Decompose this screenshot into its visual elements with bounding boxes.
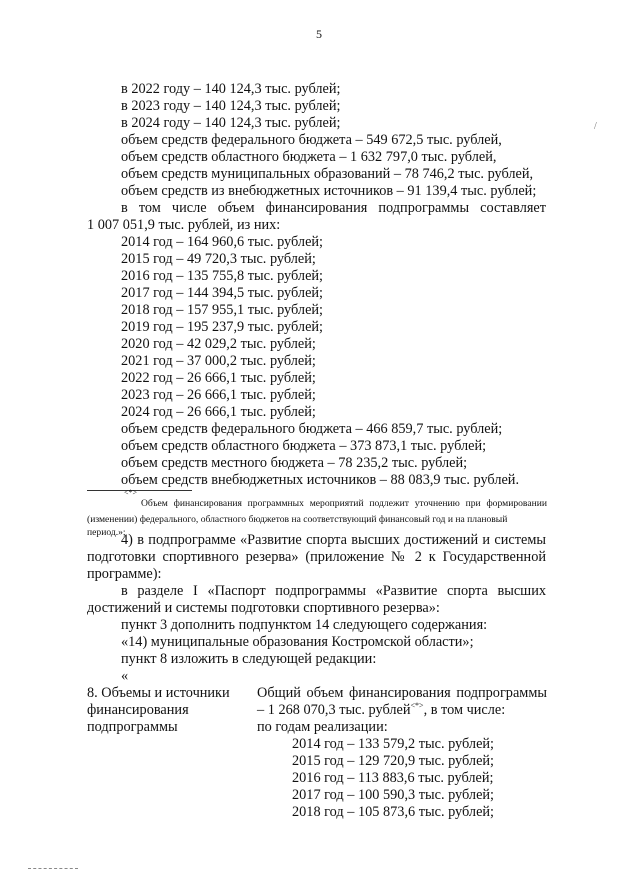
year-line: 2024 год – 26 666,1 тыс. рублей; (121, 404, 316, 420)
year-line: 2022 год – 26 666,1 тыс. рублей; (121, 370, 316, 386)
funding-line: в 2023 году – 140 124,3 тыс. рублей; (121, 98, 341, 114)
footnote-ref: <*> (410, 701, 424, 710)
funding-line: объем средств федерального бюджета – 549 672,5 тыс. рублей, (121, 132, 502, 148)
footnote-text: (изменении) федерального, областного бюджетов на соответствующий финансовый год и на плановый период.»; (87, 514, 508, 538)
funding-line: объем средств областного бюджета – 1 632 797,0 тыс. рублей, (121, 149, 497, 165)
table-left-cell: подпрограммы (87, 719, 178, 735)
table-right-cell: по годам реализации: (257, 719, 388, 735)
year-line: 2021 год – 37 000,2 тыс. рублей; (121, 353, 316, 369)
budget-line: объем средств федерального бюджета – 466 859,7 тыс. рублей; (121, 421, 503, 437)
year-line: 2019 год – 195 237,9 тыс. рублей; (121, 319, 324, 335)
scan-artifact-line (28, 868, 78, 869)
total-amount: – 1 268 070,3 тыс. рублей (257, 702, 411, 718)
table-left-cell: 8. Объемы и источники (87, 685, 230, 701)
footnote-text: Объем финансирования программных мероприятий подлежит уточнению при формировании (141, 498, 547, 509)
year-line: 2017 год – 144 394,5 тыс. рублей; (121, 285, 324, 301)
footnote-mark: <*> (124, 488, 138, 497)
table-year-line: 2017 год – 100 590,3 тыс. рублей; (292, 787, 495, 803)
table-left-cell: финансирования (87, 702, 189, 718)
table-year-line: 2016 год – 113 883,6 тыс. рублей; (292, 770, 494, 786)
funding-line: в 2024 году – 140 124,3 тыс. рублей; (121, 115, 341, 131)
table-year-line: 2018 год – 105 873,6 тыс. рублей; (292, 804, 495, 820)
year-line: 2016 год – 135 755,8 тыс. рублей; (121, 268, 324, 284)
table-year-line: 2015 год – 129 720,9 тыс. рублей; (292, 753, 495, 769)
total-amount-suffix: , в том числе: (423, 702, 506, 718)
subpoint-14-line: «14) муниципальные образования Костромской области»; (121, 634, 474, 650)
year-line: 2018 год – 157 955,1 тыс. рублей; (121, 302, 324, 318)
table-right-cell (257, 702, 505, 719)
budget-line: объем средств внебюджетных источников – 88 083,9 тыс. рублей. (121, 472, 520, 488)
section-1-line: достижений и системы подготовки спортивного резерва»: (87, 600, 440, 616)
page-number: 5 (316, 27, 322, 41)
funding-line: объем средств из внебюджетных источников – 91 139,4 тыс. рублей; (121, 183, 537, 199)
year-line: 2020 год – 42 029,2 тыс. рублей; (121, 336, 316, 352)
year-line: 2015 год – 49 720,3 тыс. рублей; (121, 251, 316, 267)
funding-line: объем средств муниципальных образований – 78 746,2 тыс. рублей, (121, 166, 534, 182)
point-3-line: пункт 3 дополнить подпунктом 14 следующего содержания: (121, 617, 488, 633)
budget-line: объем средств местного бюджета – 78 235,2 тыс. рублей; (121, 455, 468, 471)
table-year-line: 2014 год – 133 579,2 тыс. рублей; (292, 736, 495, 752)
subprogram-total-line: в том числе объем финансирования подпрограммы составляет (121, 200, 546, 216)
budget-line: объем средств областного бюджета – 373 873,1 тыс. рублей; (121, 438, 487, 454)
amendment-item-4: программе): (87, 566, 162, 582)
funding-line: в 2022 году – 140 124,3 тыс. рублей; (121, 81, 341, 97)
table-right-cell: Общий объем финансирования подпрограммы (257, 685, 547, 701)
section-1-line: в разделе I «Паспорт подпрограммы «Развитие спорта высших (121, 583, 546, 599)
footnote-separator (87, 490, 192, 491)
amendment-item-4: 4) в подпрограмме «Развитие спорта высших достижений и системы (121, 532, 546, 548)
year-line: 2014 год – 164 960,6 тыс. рублей; (121, 234, 324, 250)
subprogram-total-line: 1 007 051,9 тыс. рублей, из них: (87, 217, 281, 233)
open-quote: « (121, 668, 129, 684)
scan-mark: / (594, 121, 597, 132)
amendment-item-4: подготовки спортивного резерва» (приложение № 2 к Государственной (87, 549, 546, 565)
year-line: 2023 год – 26 666,1 тыс. рублей; (121, 387, 316, 403)
point-8-line: пункт 8 изложить в следующей редакции: (121, 651, 377, 667)
